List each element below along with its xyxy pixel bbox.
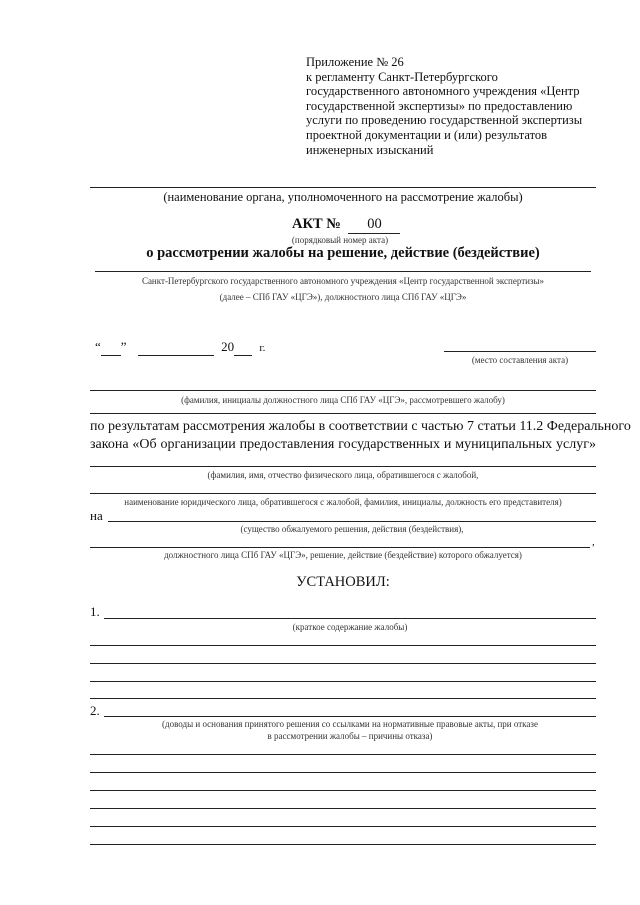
- item1-first-line: [104, 618, 596, 619]
- act-prefix: АКТ №: [292, 216, 341, 232]
- established-heading: УСТАНОВИЛ:: [296, 574, 390, 590]
- appendix-line: услуги по проведению государственной экспертизы: [306, 113, 583, 128]
- appendix-line: государственного автономного учреждения «Центр: [306, 84, 580, 99]
- appendix-header: [306, 55, 606, 157]
- date-month-blank: [138, 339, 214, 356]
- item2-blank-line: [90, 844, 596, 845]
- place-caption: (место составления акта): [471, 355, 569, 365]
- essence-blank-line: [108, 521, 596, 522]
- act-number-caption: (порядковый номер акта): [291, 235, 389, 245]
- legal-entity-caption: наименование юридического лица, обратившегося с жалобой, фамилия, инициалы, должность его представителя): [124, 497, 562, 507]
- item1-caption: (краткое содержание жалобы): [292, 622, 408, 632]
- act-number: 00: [348, 216, 400, 234]
- item2-number: 2.: [90, 703, 100, 718]
- law-top-line: [90, 413, 596, 414]
- place-blank-line: [444, 351, 596, 352]
- item2-first-line: [104, 716, 596, 717]
- official-caption: (фамилия, инициалы должностного лица СПб ГАУ «ЦГЭ», рассмотревшего жалобу): [181, 395, 505, 405]
- item1-blank-line: [90, 645, 596, 646]
- trailing-comma: ,: [592, 536, 595, 548]
- institution-line: [95, 271, 591, 272]
- official-blank-line: [90, 390, 596, 391]
- item1-blank-line: [90, 663, 596, 664]
- complainant-blank-line: [90, 466, 596, 467]
- law-text-line1: по результатам рассмотрения жалобы в соответствии с частью 7 статьи 11.2 Федерального: [90, 419, 631, 434]
- date-row: [95, 339, 265, 356]
- appealed-caption: должностного лица СПб ГАУ «ЦГЭ», решение, действие (бездействие) которого обжалуется): [164, 550, 522, 560]
- appendix-line: к регламенту Санкт-Петербургского: [306, 69, 498, 84]
- item2-blank-line: [90, 772, 596, 773]
- date-day-blank: [101, 339, 121, 356]
- institution-line1: Санкт-Петербургского государственного автономного учреждения «Центр государственной экспертизы»: [141, 276, 545, 286]
- institution-line2: (далее – СПб ГАУ «ЦГЭ»), должностного лица СПб ГАУ «ЦГЭ»: [219, 292, 467, 302]
- law-text-line2: закона «Об организации предоставления государственных и муниципальных услуг»: [90, 437, 596, 452]
- on-label: на: [90, 508, 103, 523]
- item1-blank-line: [90, 698, 596, 699]
- item2-blank-line: [90, 754, 596, 755]
- essence-caption: (существо обжалуемого решения, действия (бездействия),: [240, 524, 464, 534]
- date-open-quote: “: [95, 339, 101, 354]
- item1-number: 1.: [90, 604, 100, 619]
- appealed-blank-line: [90, 547, 590, 548]
- appendix-line: государственной экспертизы» по предоставлению: [306, 98, 573, 113]
- item2-caption-line1: (доводы и основания принятого решения со ссылками на нормативные правовые акты, при отказе: [162, 719, 538, 729]
- item2-blank-line: [90, 808, 596, 809]
- organ-caption: (наименование органа, уполномоченного на рассмотрение жалобы): [163, 190, 523, 204]
- act-title: [292, 216, 400, 234]
- legal-entity-blank-line: [90, 493, 596, 494]
- appendix-line: проектной документации и (или) результатов: [306, 127, 548, 142]
- item2-blank-line: [90, 790, 596, 791]
- appendix-line: Приложение № 26: [306, 55, 404, 69]
- date-close-quote: ”: [120, 339, 127, 354]
- date-year-prefix: 20: [221, 339, 235, 354]
- appendix-line: инженерных изысканий: [306, 142, 434, 157]
- date-year-suffix: г.: [259, 342, 266, 354]
- date-year-blank: [234, 339, 252, 356]
- organ-blank-line: [90, 187, 596, 188]
- item2-blank-line: [90, 826, 596, 827]
- item1-blank-line: [90, 681, 596, 682]
- act-subject: о рассмотрении жалобы на решение, действие (бездействие): [146, 245, 540, 261]
- item2-caption-line2: в рассмотрении жалобы – причины отказа): [267, 731, 433, 741]
- complainant-caption: (фамилия, имя, отчество физического лица, обратившегося с жалобой,: [207, 470, 479, 480]
